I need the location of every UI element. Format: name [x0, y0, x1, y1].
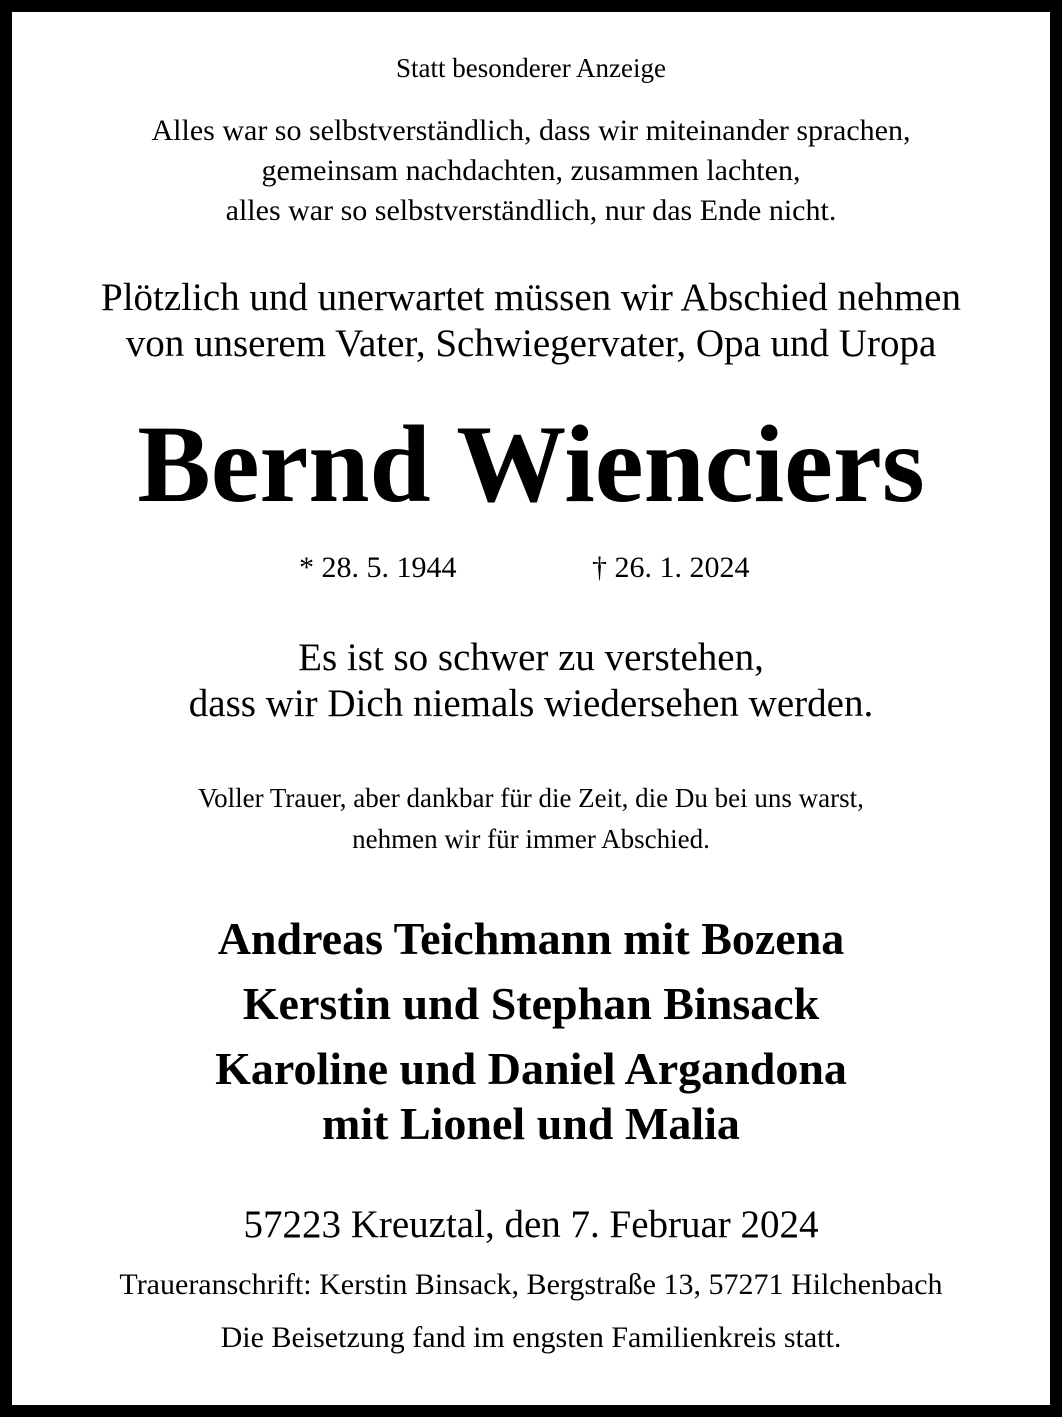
mourner-line: Karoline und Daniel Argandona: [215, 1043, 847, 1094]
verse-line: Es ist so schwer zu verstehen,: [298, 636, 764, 679]
grief-line: nehmen wir für immer Abschied.: [352, 824, 710, 854]
grief-line: Voller Trauer, aber dankbar für die Zeit, die Du bei uns warst,: [198, 783, 864, 813]
mourner-line: Andreas Teichmann mit Bozena: [217, 913, 845, 964]
poem-line: alles war so selbstverständlich, nur das Ende nicht.: [225, 194, 837, 227]
birth-date: * 28. 5. 1944: [299, 551, 457, 584]
verse-line: dass wir Dich niemals wiedersehen werden.: [188, 682, 874, 725]
mourner-line: mit Lionel und Malia: [322, 1098, 740, 1149]
place-date: 57223 Kreuztal, den 7. Februar 2024: [243, 1203, 819, 1246]
mourner-line: Kerstin und Stephan Binsack: [242, 978, 820, 1029]
poem-line: gemeinsam nachdachten, zusammen lachten,: [261, 154, 801, 187]
poem-line: Alles war so selbstverständlich, dass wir miteinander sprachen,: [151, 114, 911, 147]
mourning-address: Traueranschrift: Kerstin Binsack, Bergstraße 13, 57271 Hilchenbach: [119, 1268, 943, 1301]
burial-note: Die Beisetzung fand im engsten Familienkreis statt.: [220, 1321, 842, 1354]
intro-line: Plötzlich und unerwartet müssen wir Abschied nehmen: [101, 276, 961, 319]
notice-header: Statt besonderer Anzeige: [396, 53, 666, 83]
death-date: † 26. 1. 2024: [592, 551, 750, 584]
deceased-name: Bernd Wienciers: [137, 403, 925, 525]
intro-line: von unserem Vater, Schwiegervater, Opa und Uropa: [125, 322, 937, 365]
